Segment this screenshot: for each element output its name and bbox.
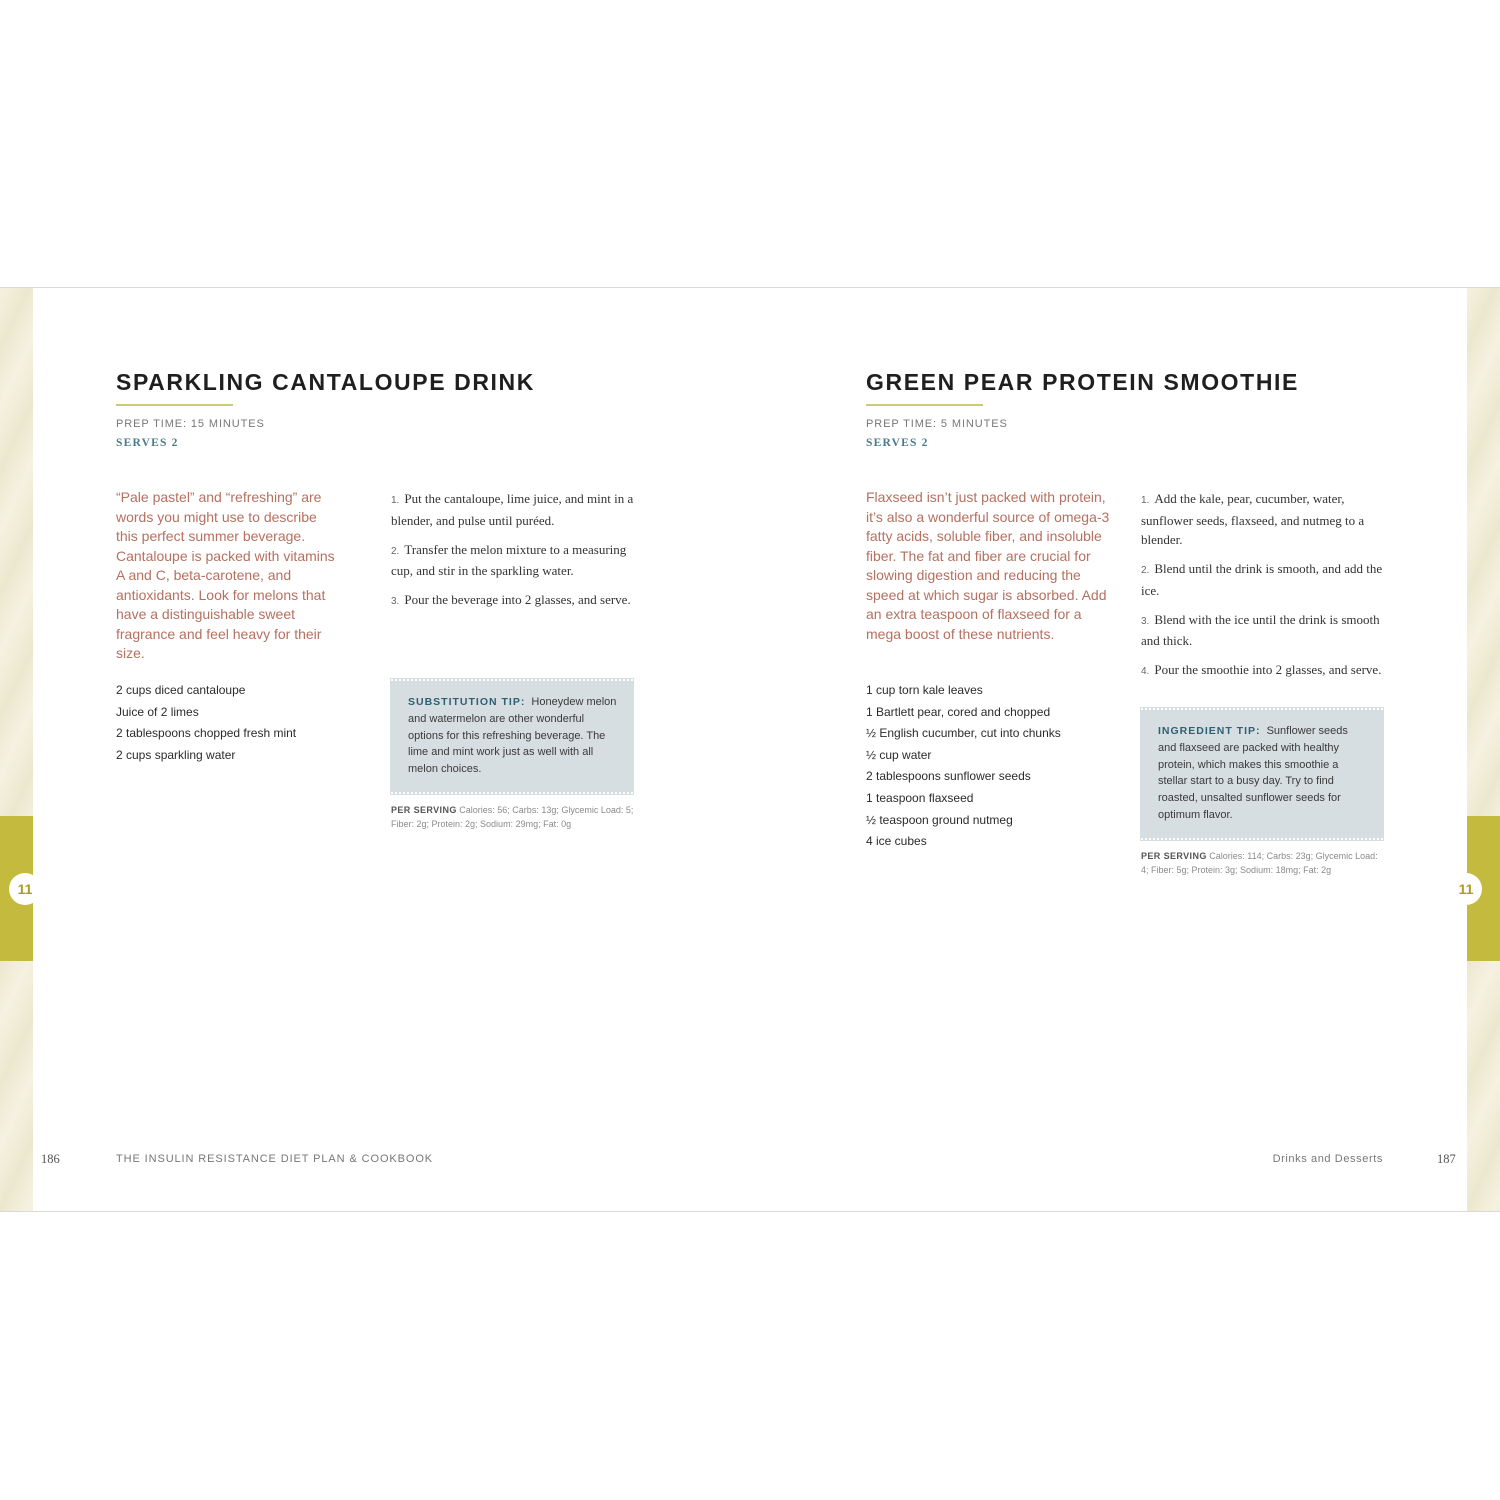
tip-label: SUBSTITUTION TIP: — [408, 696, 526, 708]
right-page-edge — [1467, 288, 1500, 1211]
running-footer-section: Drinks and Desserts — [1272, 1153, 1383, 1165]
ingredient-list — [116, 680, 356, 766]
chapter-tab-right: 11 — [1450, 873, 1482, 905]
ingredient-list — [866, 680, 1106, 853]
nutrition-label: PER SERVING — [391, 805, 457, 815]
serves: SERVES 2 — [116, 437, 179, 449]
serves: SERVES 2 — [866, 437, 929, 449]
step-number: 1. — [391, 495, 400, 506]
chapter-tab-left: 11 — [9, 873, 41, 905]
step-list — [1141, 489, 1386, 691]
nutrition-info — [391, 803, 636, 831]
nutrition-text: Calories: 114; Carbs: 23g; Glycemic Load: 4; Fiber: 5g; Protein: 3g; Sodium: 18mg; Fat: 2g — [1141, 851, 1378, 876]
recipe-title: GREEN PEAR PROTEIN SMOOTHIE — [866, 369, 1299, 395]
right-page — [866, 288, 1426, 1211]
tip-text: Sunflower seeds and flaxseed are packed with healthy protein, which makes this smoothie a stellar start to a busy day. Try to find roasted, unsalted sunflower seeds for optimum flavor. — [1158, 725, 1348, 821]
left-page — [116, 288, 676, 1211]
book-spread — [0, 287, 1500, 1212]
step-text: Pour the smoothie into 2 glasses, and serve. — [1154, 662, 1382, 677]
step-number: 3. — [391, 596, 400, 607]
nutrition-info — [1141, 849, 1386, 877]
ingredient-item: 2 cups diced cantaloupe — [116, 683, 246, 697]
step-number: 3. — [1141, 615, 1150, 627]
ingredient-item: 1 teaspoon flaxseed — [866, 790, 974, 805]
step-item — [1141, 559, 1386, 600]
nutrition-label: PER SERVING — [1141, 851, 1207, 861]
step-item — [1141, 660, 1386, 682]
page-number-left: 186 — [41, 1152, 60, 1166]
prep-time: PREP TIME: 15 MINUTES — [116, 418, 265, 430]
step-list — [391, 489, 636, 621]
ingredient-item: Juice of 2 limes — [116, 704, 199, 719]
recipe-intro: Flaxseed isn’t just packed with protein, it’s also a wonderful source of omega-3 fatty acids, soluble fiber, and insoluble fiber. The fat and fiber are crucial for slowing digestion and reducing the speed at which sugar is absorbed. Add an extra teaspoon of flaxseed for a mega boost of these nutrients. — [866, 489, 1110, 642]
left-page-edge — [0, 288, 33, 1211]
step-text: Add the kale, pear, cucumber, water, sunflower seeds, flaxseed, and nutmeg to a blender. — [1141, 491, 1365, 547]
step-number: 4. — [1141, 666, 1150, 677]
step-number: 2. — [1141, 565, 1150, 576]
ingredient-item: ½ cup water — [866, 747, 932, 762]
tip-text: Honeydew melon and watermelon are other wonderful options for this refreshing beverage. The lime and mint work just as well with all melon choices. — [408, 696, 617, 776]
step-number: 1. — [1141, 495, 1150, 506]
tip-label: INGREDIENT TIP: — [1158, 725, 1261, 737]
running-footer-book-title: THE INSULIN RESISTANCE DIET PLAN & COOKBOOK — [116, 1153, 434, 1165]
step-text: Put the cantaloupe, lime juice, and mint in a blender, and pulse until puréed. — [391, 491, 634, 528]
step-text: Pour the beverage into 2 glasses, and serve. — [404, 592, 631, 607]
recipe-title: SPARKLING CANTALOUPE DRINK — [116, 369, 535, 395]
ingredient-item: ½ English cucumber, cut into chunks — [866, 726, 1061, 741]
step-item — [391, 590, 636, 612]
ingredient-item: ½ teaspoon ground nutmeg — [866, 812, 1013, 827]
substitution-tip-box — [391, 679, 633, 794]
page-number-right: 187 — [1437, 1152, 1456, 1166]
ingredient-item: 1 Bartlett pear, cored and chopped — [866, 704, 1051, 719]
step-text: Transfer the melon mixture to a measuring cup, and stir in the sparkling water. — [391, 541, 627, 578]
ingredient-item: 2 tablespoons sunflower seeds — [866, 769, 1031, 784]
ingredient-item: 1 cup torn kale leaves — [866, 683, 983, 697]
recipe-intro: “Pale pastel” and “refreshing” are words you might use to describe this perfect summer beverage. Cantaloupe is packed with vitamins A and C, beta-carotene, and antioxidants. Look for melons that have a distinguishable sweet fragrance and feel heavy for their size. — [116, 489, 335, 661]
step-text: Blend until the drink is smooth, and add the ice. — [1141, 561, 1383, 598]
step-item — [391, 489, 636, 530]
step-item — [1141, 489, 1386, 550]
title-underline — [866, 404, 983, 406]
step-text: Blend with the ice until the drink is smooth and thick. — [1141, 611, 1380, 648]
step-number: 2. — [391, 545, 400, 557]
step-item — [391, 540, 636, 581]
ingredient-item: 2 tablespoons chopped fresh mint — [116, 726, 297, 741]
ingredient-item: 2 cups sparkling water — [116, 747, 236, 762]
ingredient-tip-box — [1141, 708, 1383, 840]
prep-time: PREP TIME: 5 MINUTES — [866, 418, 1008, 430]
step-item — [1141, 610, 1386, 651]
title-underline — [116, 404, 233, 406]
nutrition-text: Calories: 56; Carbs: 13g; Glycemic Load: 5; Fiber: 2g; Protein: 2g; Sodium: 29mg; Fat: 0g — [391, 805, 634, 830]
ingredient-item: 4 ice cubes — [866, 834, 927, 849]
